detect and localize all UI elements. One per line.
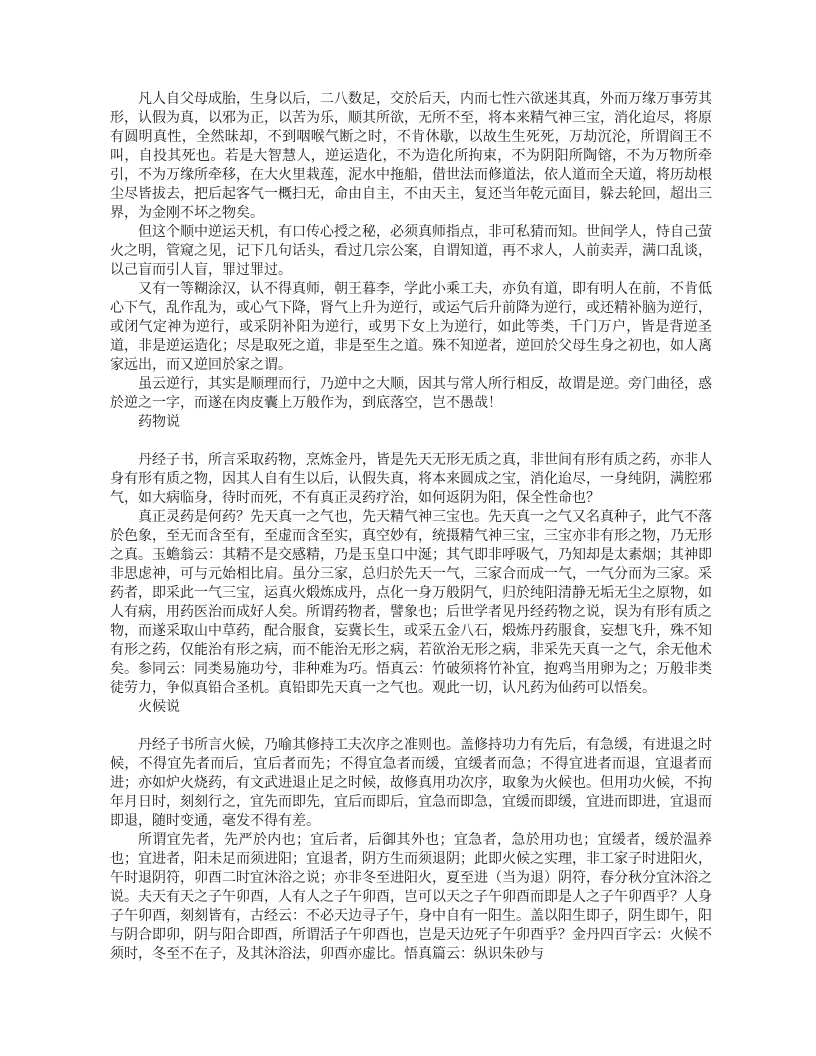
document-body [110, 90, 712, 964]
paragraph: 所谓宜先者，先严於内也；宜后者，后御其外也；宜急者，急於用功也；宜缓者，缓於温养也；宜进者，阳未足而须进阳；宜退者，阴方生而须退阴；此即火候之实理，非工家子时进阳火，午时退阴符，卯酉二时宜沐浴之说；亦非冬至进阳火，夏至进（当为退）阴符，春分秋分宜沐浴之说。夫天有天之子午卯酉，人有人之子午卯酉，岂可以天之子午卯酉而即是人之子午卯酉乎？人身子午卯酉，刻刻皆有，古经云：不必天边寻子午，身中自有一阳生。盖以阳生即子，阴生即午，阳与阴合即卯，阴与阳合即酉，所谓活子午卯酉也，岂是天边死子午卯酉乎？金丹四百字云：火候不须时，冬至不在子，及其沐浴法，卯酉亦虚比。悟真篇云：纵识朱砂与 [110, 833, 712, 962]
paragraph: 丹经子书，所言采取药物，烹炼金丹，皆是先天无形无质之真，非世间有形有质之药，亦非人身有形有质之物，因其人自有生以后，认假失真，将本来圆成之宝，消化迨尽，一身纯阴，满腔邪气，如大病临身，待时而死，不有真正灵药疗治，如何返阴为阳，保全性命也？ [110, 453, 712, 506]
paragraph: 又有一等糊涂汉，认不得真师，朝王暮李，学此小乘工夫，亦负有道，即有明人在前，不肯低心下气，乱作乱为，或心气下降，肾气上升为逆行，或运气后升前降为逆行，或还精补脑为逆行，或闭气定神为逆行，或采阴补阳为逆行，或男下女上为逆行，如此等类，千门万户，皆是背逆圣道，非是逆运造化；尽是取死之道，非是至生之道。殊不知逆者，逆回於父母生身之初也，如人离家远出，而又逆回於家之谓。 [110, 282, 712, 373]
paragraph: 但这个顺中逆运天机，有口传心授之秘，必须真师指点，非可私猜而知。世间学人，恃自己萤火之明，管窥之见，记下几句话头，看过几宗公案，自谓知道，再不求人，人前卖弄，满口乱谈，以己盲而引人盲，罪过罪过。 [110, 225, 712, 278]
section-heading: 药物说 [138, 415, 180, 430]
section-heading: 火候说 [138, 700, 180, 715]
paragraph: 凡人自父母成胎，生身以后，二八数足，交於后天，内而七性六欲迷其真，外而万缘万事劳其形，认假为真，以邪为正，以苦为乐，顺其所欲，无所不至，将本来精气神三宝，消化迨尽，将原有圆明真性，全然昧却，不到咽喉气断之时，不肯休歇，以故生生死死，万劫沉沦，所谓阎王不叫，自投其死也。若是大智慧人，逆运造化，不为造化所拘束，不为阴阳所陶镕，不为万物所牵引，不为万缘所牵移，在大火里栽莲，泥水中拖船，借世法而修道法，依人道而全天道，将历劫根尘尽皆拔去，把后起客气一概扫无，命由自主，不由天主，复还当年乾元面目，躲去轮回，超出三界，为金刚不坏之物矣。 [110, 92, 712, 221]
paragraph: 虽云逆行，其实是顺理而行，乃逆中之大顺，因其与常人所行相反，故谓是逆。旁门曲径，惑於逆之一字，而遂在肉皮囊上万般作为，到底落空，岂不愚哉！ [110, 377, 712, 411]
paragraph: 丹经子书所言火候，乃喻其修持工夫次序之准则也。盖修持功力有先后，有急缓，有进退之时候，不得宜先者而后，宜后者而先；不得宜急者而缓，宜缓者而急；不得宜进者而退，宜退者而进；亦如炉火烧药，有文武进退止足之时候，故修真用功次序，取象为火候也。但用功火候，不拘年月日时，刻刻行之，宜先而即先，宜后而即后，宜急而即急，宜缓而即缓，宜进而即进，宜退而即退，随时变通，毫发不得有差。 [110, 738, 712, 829]
paragraph: 真正灵药是何药？先天真一之气也，先天精气神三宝也。先天真一之气又名真种子，此气不落於色象，至无而含至有，至虚而含至实，真空妙有，统摄精气神三宝，三宝亦非有形之物，乃无形之真。玉蟾翁云：其精不是交感精，乃是玉皇口中涎；其气即非呼吸气，乃知却是太素烟；其神即非思虑神，可与元始相比肩。虽分三家，总归於先天一气，三家合而成一气，一气分而为三家。采药者，即采此一气三宝，运真火煅炼成丹，点化一身万般阴气，归於纯阳清静无垢无尘之原物，如人有病，用药医治而成好人矣。所谓药物者，譬象也；后世学者见丹经药物之说，误为有形有质之物，而遂采取山中草药，配合服食，妄冀长生，或采五金八石，煅炼丹药服食，妄想飞升，殊不知有形之药，仅能治有形之病，而不能治无形之病，若欲治无形之病，非采先天真一之气，余无他术矣。参同云：同类易施功兮，非种难为巧。悟真云：竹破须将竹补宜，抱鸡当用卵为之；万般非类徒劳力，争似真铅合圣机。真铅即先天真一之气也。观此一切，认凡药为仙药可以悟矣。 [110, 510, 712, 696]
